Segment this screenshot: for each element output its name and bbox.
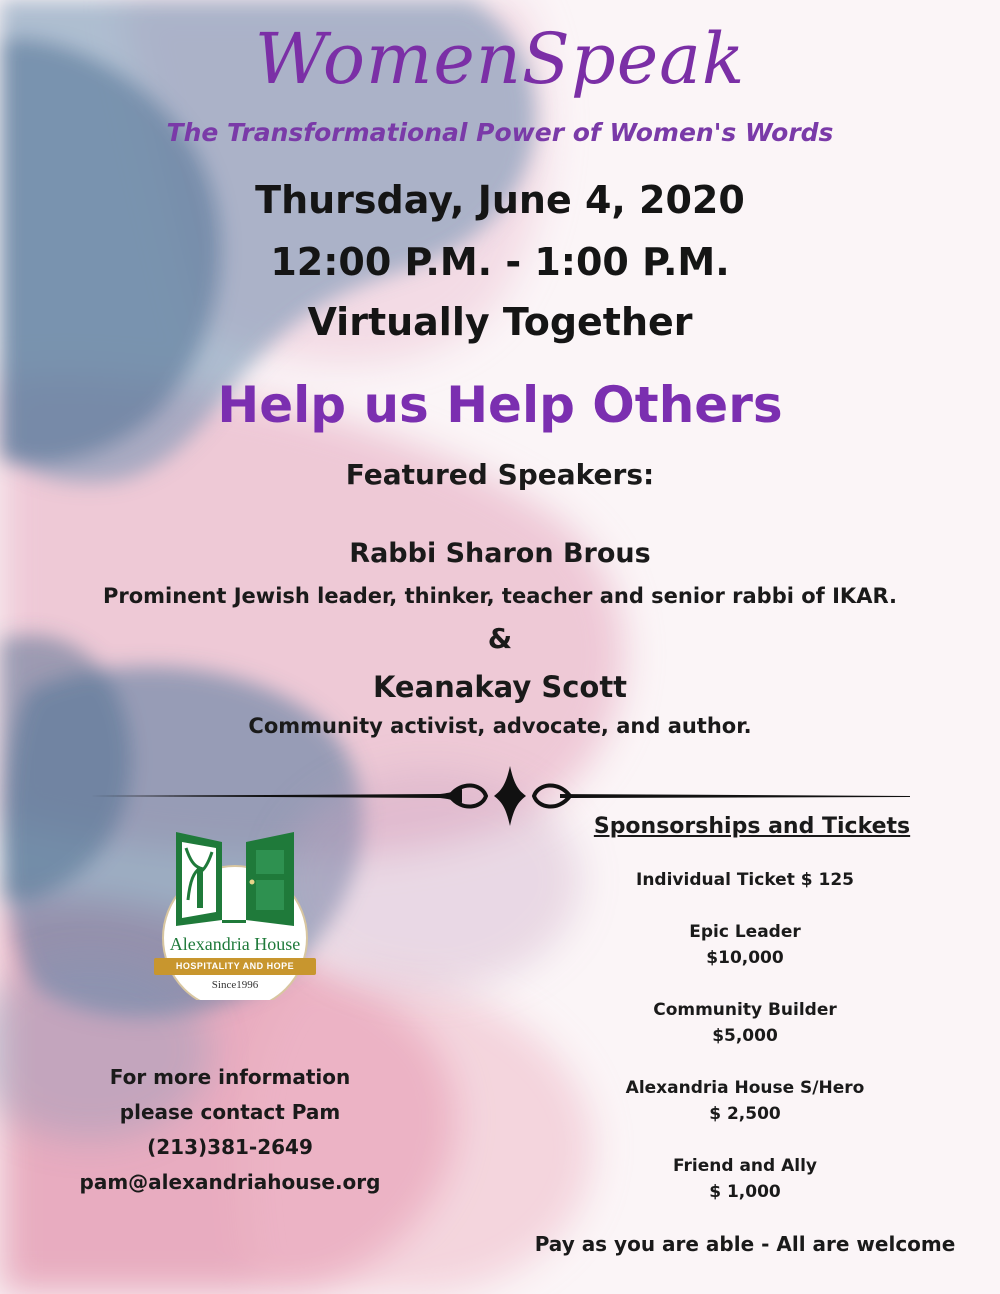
event-location: Virtually Together — [307, 300, 693, 344]
tier-name: Epic Leader — [689, 922, 801, 942]
sponsorships-heading: Sponsorships and Tickets — [593, 814, 911, 839]
speakers-ampersand: & — [487, 622, 513, 655]
speaker-name: Keanakay Scott — [372, 670, 628, 704]
contact-phone[interactable]: (213)381-2649 — [147, 1135, 313, 1159]
speaker-name: Rabbi Sharon Brous — [349, 538, 651, 569]
contact-line: For more information — [109, 1065, 351, 1089]
tier-name: Friend and Ally — [672, 1156, 817, 1176]
event-subtitle: The Transformational Power of Women's Words — [166, 118, 834, 147]
tier-price: $10,000 — [706, 948, 784, 968]
tier-name: Individual Ticket $ 125 — [636, 870, 854, 890]
alexandria-house-logo — [150, 820, 320, 1000]
logo-banner: HOSPITALITY AND HOPE — [154, 958, 316, 975]
tier-price: $5,000 — [712, 1026, 778, 1046]
contact-line: please contact Pam — [119, 1100, 341, 1124]
tier-price: $ 2,500 — [709, 1104, 781, 1124]
event-date: Thursday, June 4, 2020 — [255, 178, 745, 222]
sponsorships-section — [560, 814, 930, 1205]
pay-as-able-note: Pay as you are able - All are welcome — [534, 1232, 956, 1256]
speakers-heading: Featured Speakers: — [345, 458, 655, 491]
contact-info — [60, 1060, 400, 1200]
logo-since: Since1996 — [211, 979, 259, 991]
event-time: 12:00 P.M. - 1:00 P.M. — [270, 240, 730, 284]
speaker-description: Community activist, advocate, and author. — [248, 714, 752, 738]
event-title: WomenSpeak — [254, 18, 746, 100]
tier-name: Community Builder — [653, 1000, 837, 1020]
speaker-description: Prominent Jewish leader, thinker, teacher and senior rabbi of IKAR. — [102, 584, 897, 608]
event-tagline: Help us Help Others — [217, 376, 783, 434]
tier-name: Alexandria House S/Hero — [625, 1078, 865, 1098]
contact-email-link[interactable]: pam@alexandriahouse.org — [79, 1170, 381, 1194]
tier-price: $ 1,000 — [709, 1182, 781, 1202]
logo-name: Alexandria House — [169, 934, 301, 954]
